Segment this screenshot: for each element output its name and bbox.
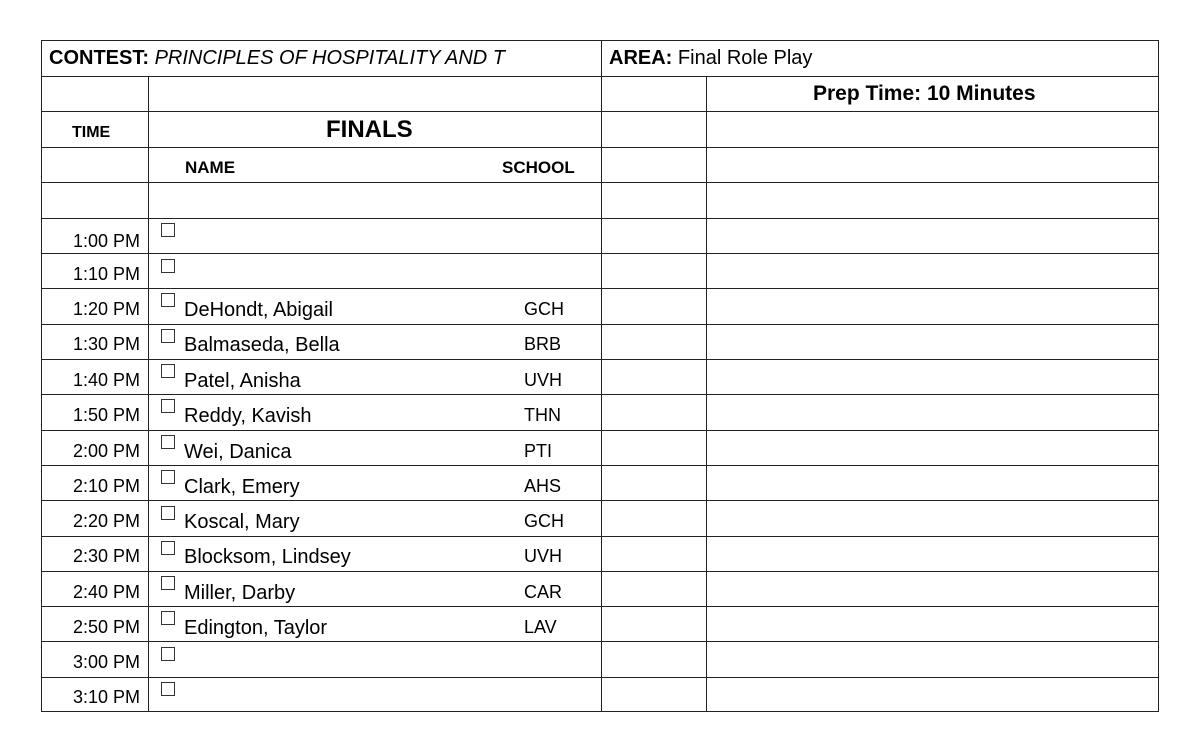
row-divider [42,111,1158,112]
row-divider [42,536,1158,537]
row-divider [42,359,1158,360]
name-column-header: NAME [185,158,236,177]
row-divider [42,677,1158,678]
prep-time: Prep Time: 10 Minutes [813,82,1036,105]
school-column-header: SCHOOL [502,158,575,177]
checkbox[interactable] [161,647,175,661]
checkbox[interactable] [161,541,175,555]
competitor-name: Koscal, Mary [184,511,300,533]
row-divider [42,324,1158,325]
finals-heading: FINALS [326,116,413,143]
schedule-sheet [41,40,1159,712]
column-divider [706,76,707,711]
checkbox[interactable] [161,506,175,520]
slot-time: 3:00 PM [72,652,140,672]
slot-time: 1:50 PM [72,405,140,425]
school-code: UVH [524,370,563,390]
contest-name: PRINCIPLES OF HOSPITALITY AND T [154,47,506,69]
column-divider [601,41,602,711]
checkbox[interactable] [161,364,175,378]
competitor-name: Balmaseda, Bella [184,334,340,356]
slot-time: 1:10 PM [72,264,140,284]
slot-time: 2:40 PM [72,582,140,602]
slot-time: 1:00 PM [72,231,140,251]
slot-time: 2:50 PM [72,617,140,637]
competitor-name: DeHondt, Abigail [184,299,333,321]
slot-time: 2:20 PM [72,511,140,531]
competitor-name: Edington, Taylor [184,617,328,639]
school-code: BRB [524,334,562,354]
contest-label: CONTEST: [49,47,149,69]
checkbox[interactable] [161,611,175,625]
slot-time: 1:30 PM [72,334,140,354]
row-divider [42,641,1158,642]
school-code: GCH [524,299,564,319]
school-code: GCH [524,511,564,531]
competitor-name: Reddy, Kavish [184,405,312,427]
slot-time: 2:30 PM [72,546,140,566]
checkbox[interactable] [161,399,175,413]
row-divider [42,147,1158,148]
row-divider [42,430,1158,431]
area-label: AREA: [609,47,673,69]
column-divider [148,76,149,711]
checkbox[interactable] [161,470,175,484]
row-divider [42,288,1158,289]
row-divider [42,500,1158,501]
area-name: Final Role Play [677,47,813,69]
contest-heading [49,48,505,68]
row-divider [42,218,1158,219]
area-heading [609,48,812,68]
school-code: THN [524,405,561,425]
school-code: LAV [524,617,557,637]
school-code: UVH [524,546,563,566]
competitor-name: Patel, Anisha [184,370,301,392]
competitor-name: Blocksom, Lindsey [184,546,351,568]
slot-time: 1:40 PM [72,370,140,390]
row-divider [42,606,1158,607]
competitor-name: Clark, Emery [184,476,300,498]
competitor-name: Wei, Danica [184,441,292,463]
school-code: AHS [524,476,562,496]
slot-time: 2:10 PM [72,476,140,496]
competitor-name: Miller, Darby [184,582,296,604]
checkbox[interactable] [161,259,175,273]
row-divider [42,253,1158,254]
slot-time: 3:10 PM [72,687,140,707]
checkbox[interactable] [161,576,175,590]
row-divider [42,76,1158,77]
checkbox[interactable] [161,329,175,343]
slot-time: 1:20 PM [72,299,140,319]
time-column-header: TIME [72,124,111,141]
checkbox[interactable] [161,293,175,307]
row-divider [42,394,1158,395]
slot-time: 2:00 PM [72,441,140,461]
checkbox[interactable] [161,435,175,449]
row-divider [42,465,1158,466]
row-divider [42,571,1158,572]
checkbox[interactable] [161,682,175,696]
school-code: CAR [524,582,563,602]
school-code: PTI [524,441,553,461]
row-divider [42,182,1158,183]
checkbox[interactable] [161,223,175,237]
